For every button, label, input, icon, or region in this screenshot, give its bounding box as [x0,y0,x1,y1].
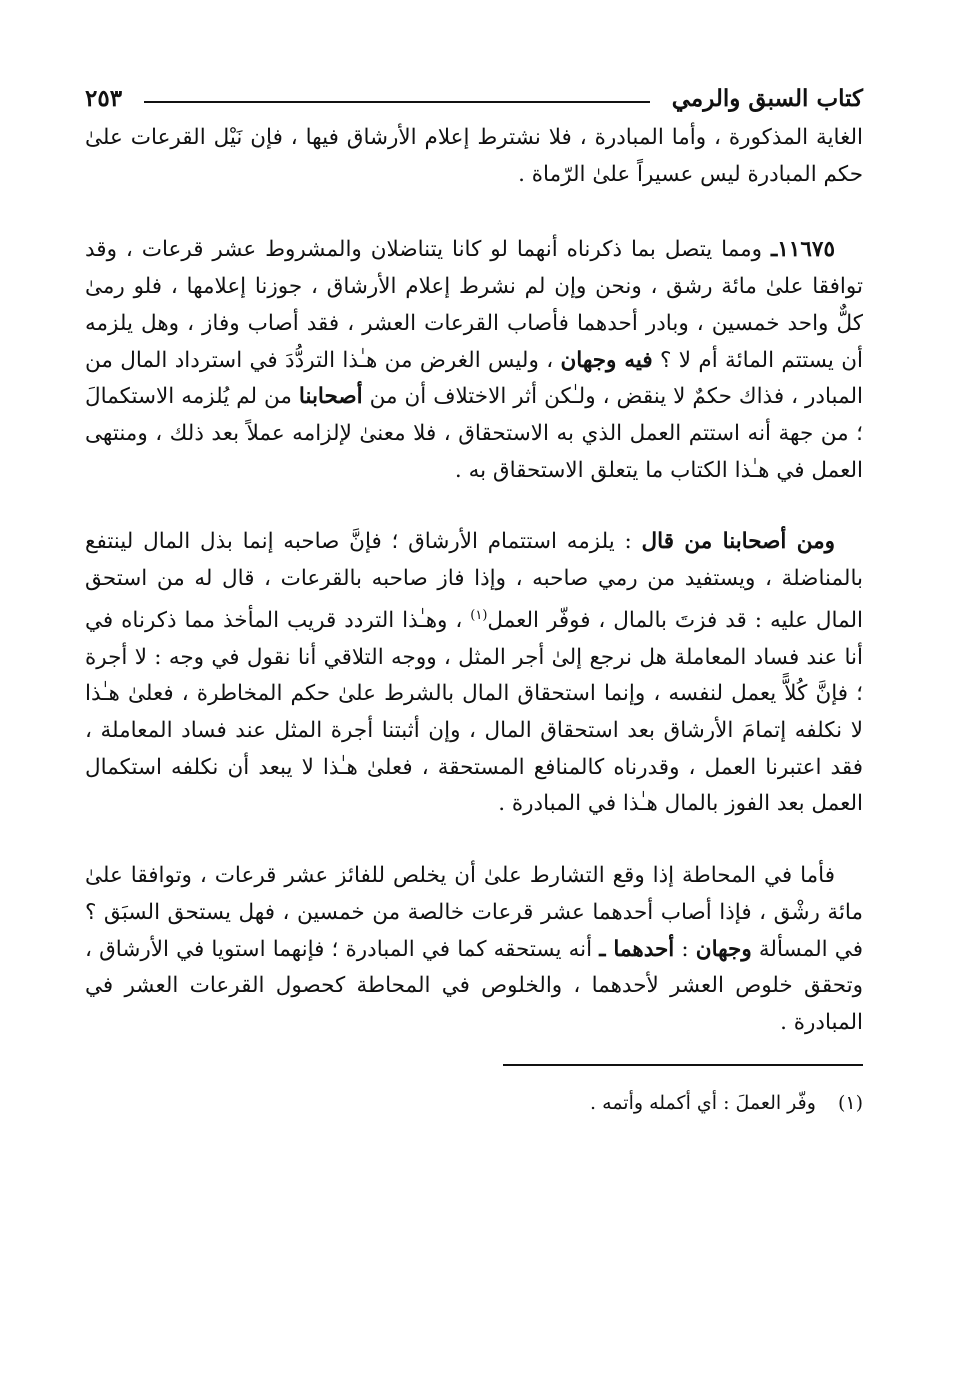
footnote-text: وفّر العملَ : أي أكمله وأتمه . [590,1091,816,1114]
paragraph-text: ومما يتصل بما ذكرناه أنهما لو كانا يتناضلان والمشروط عشر قرعات ، وقد توافقا علىٰ مائة رشق ، ونحن وإن لم نشرط إعلام الأرشاق ، جوزنا إعلامها ، فلو رمىٰ كلٌّ واحد خمسين ، وبادر أحدهما فأصاب القرعات العشر ، فقد أصاب وفاز ، وهل يلزمه أن يستتم المائة أم لا ؟ [85,237,863,373]
paragraph-second-view [85,524,863,823]
paragraph-text: أنه يستحقه كما في المبادرة ؛ فإنهما استويا في الأرشاق ، وتحقق خلوص العشر لأحدهما ، والخلوص في المحاطة كحصول القرعات العشر في المبادرة . [85,936,863,1035]
footnote-reference[interactable]: (١) [470,607,488,623]
bold-term: فيه وجهان [560,347,653,373]
book-title: كتاب السبق والرمي [671,84,863,112]
bold-term: ومن أصحابنا من قال [641,529,836,555]
footnote [85,1088,863,1118]
footnote-marker: (١) [837,1091,863,1114]
running-header [85,78,863,118]
paragraph-muhatta [85,858,863,1042]
paragraph-text: ، وهـٰذا التردد قريب المأخذ مما ذكرناه في أنا عند فساد المعاملة هل نرجع إلىٰ أجر المثل ، ووجه التلاقي أنا نقول في وجه : لا أجرة ؛ فإنَّ كُلاًّ يعمل لنفسه ، وإنما استحقاق المال بالشرط علىٰ حكم المخاطرة ، فعلىٰ هـٰذا لا نكلفه إتمامَ الأرشاق بعد استحقاق المال ، وإن أثبتنا أجرة المثل عند فساد المعاملة ، فقد اعتبرنا العمل ، وقدرناه كالمنافع المستحقة ، فعلىٰ هـٰذا لا يبعد أن نكلفه استكمال العمل بعد الفوز بالمال هـٰذا في المبادرة . [85,607,863,817]
paragraph-text: الغاية المذكورة ، وأما المبادرة ، فلا نشترط إعلام الأرشاق فيها ، فإن نَيْل القرعات علىٰ حكم المبادرة ليس عسيراً علىٰ الرّماة . [85,125,863,187]
bold-term: وجهان [695,936,752,962]
paragraph-text: ، وليس الغرض من هـٰذا التردُّدَ في استرداد المال من المبادر ، فذاك حكمٌ لا ينقض ، ولـٰكن أثر الاختلاف أن من [85,347,863,410]
paragraph-11675 [85,232,863,489]
book-page [85,78,863,1118]
paragraph-text: فأما في المحاطة إذا وقع التشارط علىٰ أن يخلص للفائز عشر قرعات ، وتوافقا علىٰ مائة رشْق ، فإذا أصاب أحدهما عشر قرعات خالصة من خمسين ، فهل يستحق السبَق ؟ في المسألة [85,863,863,962]
paragraph-text: : [674,936,696,962]
paragraph-continuation [85,120,863,193]
bold-term: أصحابنا [298,384,363,410]
paragraph-text: : يلزمه استتمام الأرشاق ؛ فإنَّ صاحبه إنما بذل المال لينتفع بالمناضلة ، ويستفيد من رمي صاحبه ، وإذا فاز صاحبه بالقرعات ، قال له من استحق المال عليه : قد فزتَ بالمال ، فوفّر العمل [85,529,863,633]
bold-term: أحدهما ـ [599,936,675,962]
header-rule [144,101,650,103]
page-number: ٢٥٣ [85,84,123,112]
footnote-separator [503,1064,863,1066]
paragraph-text: من لم يُلزمه الاستكمالَ ؛ من جهة أنه استتم العمل الذي به الاستحقاق ، فلا معنىٰ لإلزامه عملاً بعد ذلك ، ومنتهى العمل في هـٰذا الكتاب ما يتعلق الاستحقاق به . [85,384,863,483]
issue-number: ١١٦٧٥ـ [770,237,835,263]
